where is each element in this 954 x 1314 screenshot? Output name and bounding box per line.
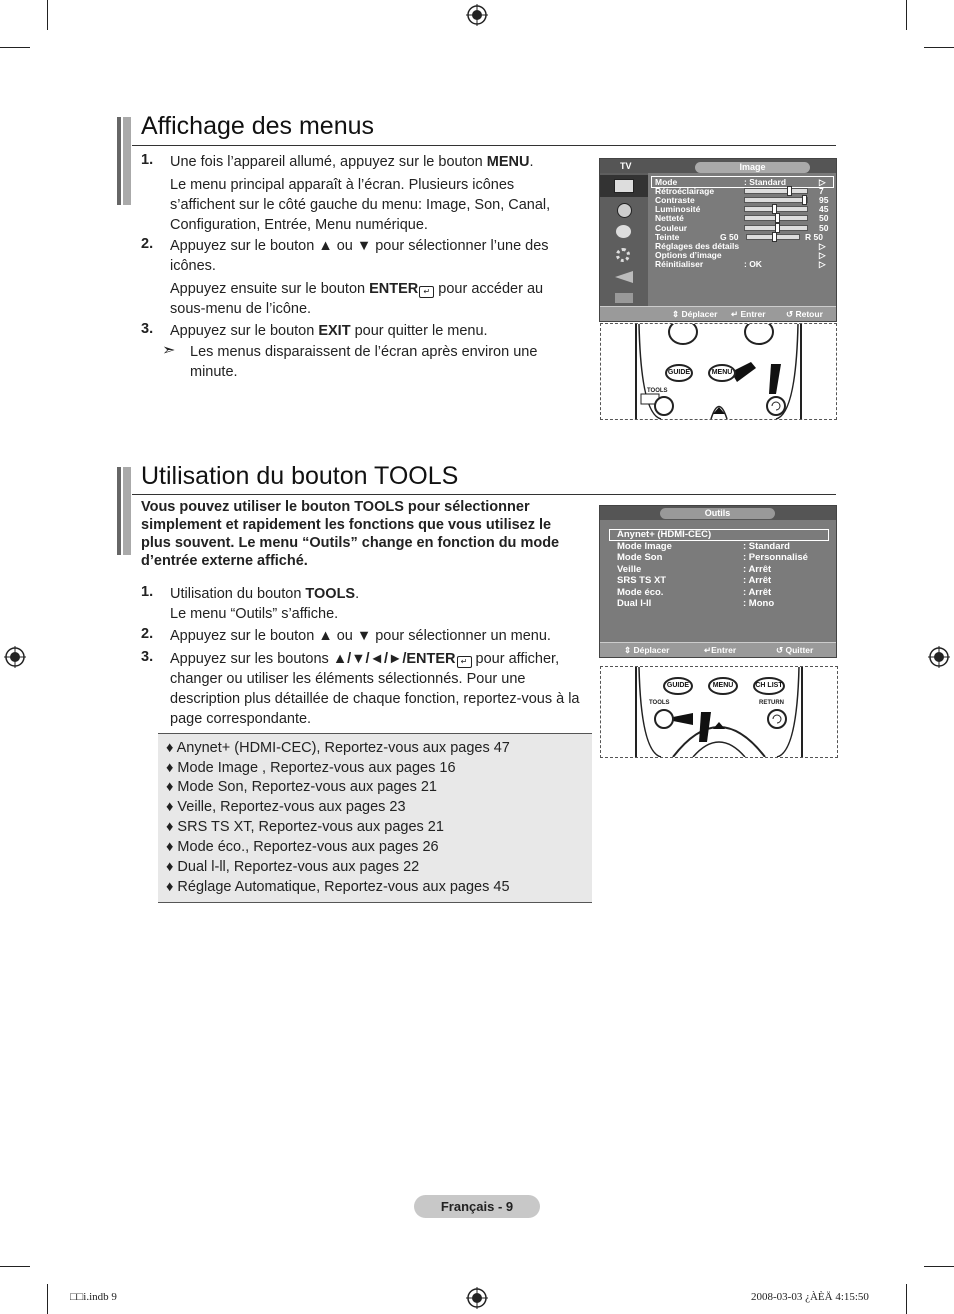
- reference-item: ♦ Veille, Reportez-vous aux pages 23: [166, 799, 406, 815]
- osd-row-label: Mode Son: [617, 552, 663, 563]
- section-bar: [117, 467, 131, 555]
- osd-row-value: 95: [819, 195, 829, 206]
- crop-mark: [906, 1284, 907, 1314]
- move-hint: ⇕ Déplacer: [624, 645, 670, 655]
- step-number: 2.: [141, 236, 154, 252]
- osd-tint-red: R 50: [805, 231, 823, 242]
- osd-row-label: Réinitialiser: [655, 258, 704, 269]
- page-number-badge: Français - 9: [414, 1195, 540, 1218]
- menu-button[interactable]: MENU: [708, 677, 738, 695]
- reference-item: ♦ Réglage Automatique, Reportez-vous aux pages 45: [166, 879, 510, 895]
- registration-mark-icon: [466, 1287, 488, 1309]
- osd-slider-knob: [802, 195, 807, 205]
- step-2-text: Appuyez sur le bouton ▲ ou ▼ pour sélectionner l’une des icônes.: [170, 238, 549, 274]
- tools-step-3-text: Appuyez sur les boutons ▲/▼/◄/►/ENTER ↵ pour afficher, changer ou utiliser les éléments sélectionnés. Pour une description plus détaillée de chaque fonction, reportez-vous à la page correspondante.: [170, 651, 580, 727]
- footer-timestamp: 2008-03-03 ¿ÀÈÄ 4:15:50: [751, 1291, 869, 1303]
- step-3-text: Appuyez sur le bouton EXIT pour quitter le menu.: [170, 323, 488, 339]
- osd-row-label: Mode Image: [617, 540, 672, 552]
- ch-list-button[interactable]: CH LIST: [753, 677, 785, 695]
- sound-icon: [617, 203, 632, 218]
- osd-row-arrow: ▷: [819, 258, 826, 269]
- osd-row-label: SRS TS XT: [617, 575, 667, 586]
- osd-row-label: Rétroéclairage: [655, 186, 715, 197]
- reference-item: ♦ Anynet+ (HDMI-CEC), Reportez-vous aux pages 47: [166, 740, 510, 756]
- osd-slider: [744, 215, 808, 221]
- picture-icon: [614, 179, 634, 193]
- section-bar: [117, 117, 131, 205]
- tv-label: TV: [620, 161, 632, 171]
- step-number: 2.: [141, 626, 154, 642]
- osd-row-value: 50: [819, 213, 829, 224]
- osd-row-value: 45: [819, 204, 829, 215]
- osd-row-value: : Arrêt: [743, 575, 772, 586]
- osd-row-arrow: ▷: [819, 240, 826, 251]
- osd-slider: [744, 188, 808, 194]
- osd-row-arrow: ▷: [819, 177, 826, 187]
- osd-row-value: : Arrêt: [743, 586, 772, 598]
- enter-icon: ↵: [457, 656, 472, 668]
- title-rule: [132, 145, 836, 146]
- osd-tint-green: G 50: [720, 231, 739, 242]
- osd-row-label: Options d’image: [655, 249, 722, 260]
- tools-label: TOOLS: [647, 388, 668, 394]
- setup-gear-icon: [616, 248, 630, 262]
- step-1-paragraph: Le menu principal apparaît à l’écran. Plusieurs icônes s’affichent sur le côté gauche du menu: Image, Son, Canal, Configuration, Entrée, Menu numérique.: [170, 177, 551, 233]
- osd-row-label: Couleur: [655, 222, 688, 233]
- osd-header: Image: [695, 162, 810, 173]
- osd-slider: [746, 234, 800, 240]
- step-number: 3.: [141, 649, 154, 665]
- remote-illustration-menu: [600, 323, 837, 420]
- osd-header: Outils: [660, 508, 775, 519]
- osd-icon-column: [600, 173, 648, 307]
- osd-row-value: : Arrêt: [743, 563, 772, 575]
- remote-illustration-tools: [600, 666, 838, 758]
- intro-text: Vous pouvez utiliser le bouton TOOLS pour sélectionner simplement et rapidement les fonctions que vous utilisez le plus souvent. Le menu “Outils” change en fonction du mode d’entrée externe affiché.: [141, 499, 560, 569]
- osd-image-menu: [599, 158, 837, 322]
- osd-row-label: Mode éco.: [617, 586, 664, 598]
- osd-slider: [744, 225, 808, 231]
- reference-item: ♦ Mode Son, Reportez-vous aux pages 21: [166, 779, 437, 795]
- osd-row-label: Mode: [655, 177, 678, 187]
- osd-row-value: : Personnalisé: [743, 552, 808, 563]
- step-number: 1.: [141, 584, 154, 600]
- step-2-paragraph: Appuyez ensuite sur le bouton ENTER ↵ pour accéder au sous-menu de l’icône.: [170, 281, 544, 317]
- menu-button[interactable]: MENU: [708, 364, 736, 382]
- section-title-menus: Affichage des menus: [141, 112, 375, 140]
- quit-hint: ↺ Quitter: [776, 645, 814, 655]
- osd-row-label: Anynet+ (HDMI-CEC): [617, 529, 712, 540]
- osd-row-value: 50: [819, 222, 829, 233]
- step-1-text: Une fois l’appareil allumé, appuyez sur le bouton MENU.: [170, 154, 534, 170]
- enter-hint: ↵Entrer: [704, 645, 737, 655]
- step-number: 3.: [141, 321, 154, 337]
- osd-row-label: Teinte: [655, 231, 680, 242]
- input-icon: [615, 271, 633, 283]
- osd-slider: [744, 197, 808, 203]
- osd-slider-knob: [787, 186, 792, 196]
- osd-slider: [744, 206, 808, 212]
- registration-mark-icon: [928, 646, 950, 668]
- crop-mark: [0, 1266, 30, 1267]
- osd-row-label: Réglages des détails: [655, 240, 740, 251]
- osd-row-label: Contraste: [655, 195, 695, 206]
- tools-step-1-text: Utilisation du bouton TOOLS. Le menu “Outils” s’affiche.: [170, 586, 360, 622]
- osd-row-value: : Standard: [743, 540, 790, 552]
- osd-row-label: Dual l-ll: [617, 598, 652, 609]
- note-arrow-icon: ➣: [162, 342, 176, 359]
- return-label: RETURN: [759, 700, 784, 706]
- enter-hint: ↵ Entrer: [731, 309, 766, 319]
- osd-row-value: : Standard: [744, 177, 787, 187]
- reference-item: ♦ Mode Image , Reportez-vous aux pages 16: [166, 760, 456, 776]
- channel-icon: [616, 225, 631, 238]
- osd-row-value: : Mono: [743, 598, 775, 609]
- osd-footer: [600, 642, 836, 657]
- crop-mark: [47, 0, 48, 30]
- section-title-tools: Utilisation du bouton TOOLS: [141, 462, 459, 490]
- registration-mark-icon: [466, 4, 488, 26]
- crop-mark: [0, 47, 30, 48]
- return-hint: ↺ Retour: [786, 309, 823, 319]
- reference-item: ♦ Mode éco., Reportez-vous aux pages 26: [166, 839, 439, 855]
- guide-button[interactable]: GUIDE: [663, 677, 693, 695]
- step-number: 1.: [141, 152, 154, 168]
- osd-row-label: Netteté: [655, 213, 684, 224]
- enter-icon: ↵: [419, 286, 434, 298]
- osd-row-value: : OK: [744, 258, 762, 269]
- osd-row-label: Veille: [617, 563, 642, 575]
- guide-button[interactable]: GUIDE: [665, 364, 693, 382]
- osd-footer: [600, 306, 836, 321]
- osd-slider-knob: [772, 232, 777, 242]
- move-hint: ⇕ Déplacer: [672, 309, 718, 319]
- tools-step-2-text: Appuyez sur le bouton ▲ ou ▼ pour sélectionner un menu.: [170, 628, 551, 644]
- tools-label: TOOLS: [649, 700, 670, 706]
- title-rule: [132, 494, 836, 495]
- reference-box: [158, 733, 592, 903]
- digital-menu-icon: [615, 293, 633, 303]
- footer-file-info: □□i.indb 9: [70, 1291, 117, 1303]
- note-text: Les menus disparaissent de l’écran après environ une minute.: [190, 344, 538, 380]
- crop-mark: [906, 0, 907, 30]
- crop-mark: [924, 47, 954, 48]
- osd-row-label: Luminosité: [655, 204, 701, 215]
- osd-tools-menu: [599, 505, 837, 658]
- registration-mark-icon: [4, 646, 26, 668]
- osd-row-arrow: ▷: [819, 249, 826, 260]
- reference-item: ♦ SRS TS XT, Reportez-vous aux pages 21: [166, 819, 444, 835]
- reference-item: ♦ Dual l-ll, Reportez-vous aux pages 22: [166, 859, 420, 875]
- osd-row-value: 7: [819, 186, 824, 197]
- crop-mark: [47, 1284, 48, 1314]
- crop-mark: [924, 1266, 954, 1267]
